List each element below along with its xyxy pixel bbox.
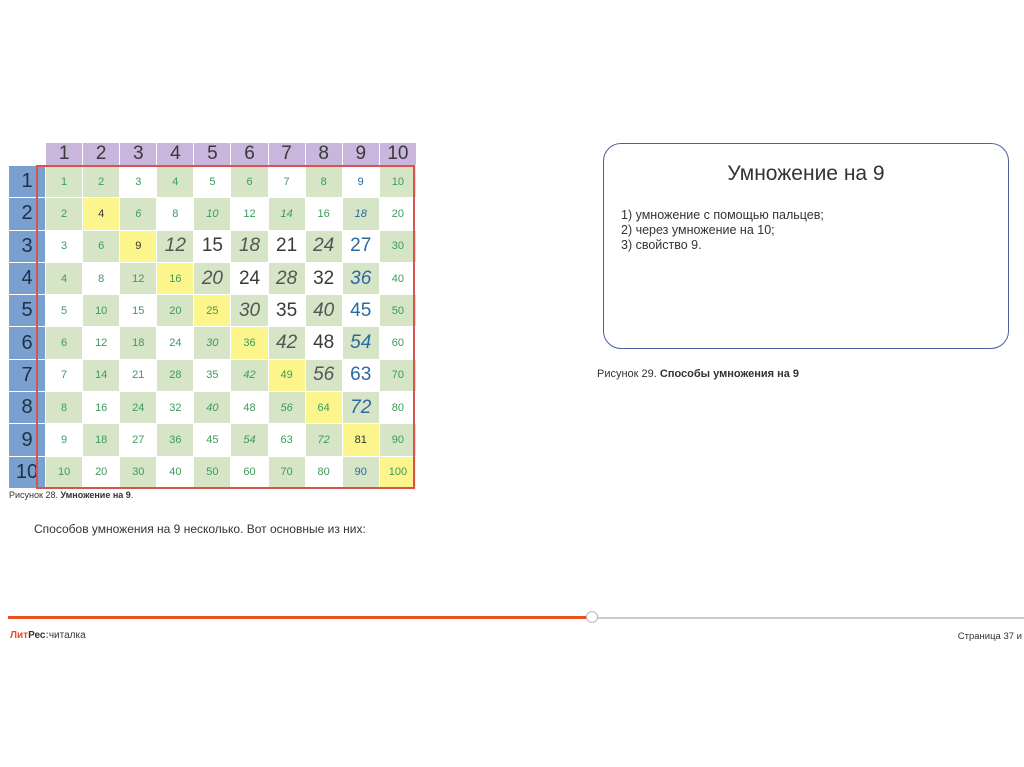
table-cell: 5 xyxy=(46,295,83,327)
table-cell: 90 xyxy=(379,424,416,456)
table-cell: 70 xyxy=(268,456,305,488)
table-row xyxy=(9,198,417,230)
table-cell: 8 xyxy=(46,392,83,424)
table-cell: 20 xyxy=(83,456,120,488)
table-cell: 40 xyxy=(305,295,342,327)
logo-res: Рес xyxy=(28,630,46,641)
table-cell: 12 xyxy=(157,230,194,262)
table-cell: 6 xyxy=(83,230,120,262)
table-cell: 7 xyxy=(46,359,83,391)
table-cell: 35 xyxy=(194,359,231,391)
row-header-7: 7 xyxy=(9,359,46,391)
table-cell: 4 xyxy=(46,262,83,294)
table-cell: 21 xyxy=(120,359,157,391)
table-cell: 42 xyxy=(268,327,305,359)
table-cell: 6 xyxy=(46,327,83,359)
column-header-2: 2 xyxy=(83,143,120,166)
table-cell: 30 xyxy=(194,327,231,359)
column-header-8: 8 xyxy=(305,143,342,166)
row-header-4: 4 xyxy=(9,262,46,294)
table-cell: 50 xyxy=(379,295,416,327)
slide-list-item: 1) умножение с помощью пальцев; xyxy=(621,208,824,222)
table-cell: 24 xyxy=(120,392,157,424)
caption-suffix: . xyxy=(130,490,134,500)
table-cell: 24 xyxy=(231,262,268,294)
table-cell: 12 xyxy=(83,327,120,359)
logo-suffix: читалка xyxy=(48,630,86,641)
table-cell: 36 xyxy=(231,327,268,359)
table-cell: 21 xyxy=(268,230,305,262)
table-cell: 27 xyxy=(342,230,379,262)
table-cell: 50 xyxy=(194,456,231,488)
table-cell: 70 xyxy=(379,359,416,391)
column-header-3: 3 xyxy=(120,143,157,166)
table-cell: 32 xyxy=(157,392,194,424)
reading-progress-fill xyxy=(8,616,592,619)
table-cell: 49 xyxy=(268,359,305,391)
table-body xyxy=(9,166,417,489)
table-cell: 4 xyxy=(83,198,120,230)
table-cell: 14 xyxy=(83,359,120,391)
table-cell: 56 xyxy=(305,359,342,391)
table-cell: 30 xyxy=(120,456,157,488)
table-cell: 54 xyxy=(342,327,379,359)
table-cell: 80 xyxy=(305,456,342,488)
row-header-3: 3 xyxy=(9,230,46,262)
table-cell: 36 xyxy=(342,262,379,294)
table-cell: 9 xyxy=(120,230,157,262)
table-cell: 2 xyxy=(83,166,120,198)
caption-prefix: Рисунок 28. xyxy=(9,490,61,500)
table-row xyxy=(9,392,417,424)
table-cell: 6 xyxy=(120,198,157,230)
table-cell: 28 xyxy=(157,359,194,391)
table-cell: 10 xyxy=(46,456,83,488)
column-header-5: 5 xyxy=(194,143,231,166)
table-cell: 10 xyxy=(194,198,231,230)
table-row xyxy=(9,327,417,359)
slide-list-item: 2) через умножение на 10; xyxy=(621,223,775,237)
table-cell: 7 xyxy=(268,166,305,198)
table-cell: 14 xyxy=(268,198,305,230)
table-cell: 12 xyxy=(120,262,157,294)
table-cell: 25 xyxy=(194,295,231,327)
table-cell: 60 xyxy=(379,327,416,359)
column-header-row xyxy=(9,143,417,166)
table-cell: 28 xyxy=(268,262,305,294)
table-cell: 15 xyxy=(194,230,231,262)
table-cell: 18 xyxy=(120,327,157,359)
table-row xyxy=(9,230,417,262)
table-cell: 40 xyxy=(157,456,194,488)
page-indicator: Страница 37 и xyxy=(957,631,1022,642)
column-header-9: 9 xyxy=(342,143,379,166)
slide-title: Умножение на 9 xyxy=(727,162,885,185)
table-cell: 100 xyxy=(379,456,416,488)
table-cell: 12 xyxy=(231,198,268,230)
table-cell: 42 xyxy=(231,359,268,391)
table-cell: 20 xyxy=(157,295,194,327)
litres-reader-logo[interactable] xyxy=(10,630,86,641)
caption-title: Способы умножения на 9 xyxy=(659,368,800,380)
caption-prefix: Рисунок 29. xyxy=(597,368,660,380)
table-cell: 40 xyxy=(379,262,416,294)
column-header-1: 1 xyxy=(46,143,83,166)
body-paragraph: Способов умножения на 9 несколько. Вот основные из них: xyxy=(34,522,366,536)
table-row xyxy=(9,295,417,327)
slide-list xyxy=(621,208,824,253)
table-cell: 24 xyxy=(305,230,342,262)
table-cell: 64 xyxy=(305,392,342,424)
table-cell: 60 xyxy=(231,456,268,488)
slide-list-item: 3) свойство 9. xyxy=(621,238,702,252)
row-header-10: 10 xyxy=(9,456,46,488)
table-cell: 8 xyxy=(83,262,120,294)
table-cell: 5 xyxy=(194,166,231,198)
table-cell: 9 xyxy=(342,166,379,198)
table-cell: 32 xyxy=(305,262,342,294)
table-cell: 16 xyxy=(157,262,194,294)
table-cell: 30 xyxy=(379,230,416,262)
row-header-2: 2 xyxy=(9,198,46,230)
table-cell: 81 xyxy=(342,424,379,456)
column-header-10: 10 xyxy=(379,143,416,166)
table-cell: 30 xyxy=(231,295,268,327)
table-cell: 24 xyxy=(157,327,194,359)
caption-title: Умножение на 9 xyxy=(60,490,131,500)
table-cell: 56 xyxy=(268,392,305,424)
table-cell: 45 xyxy=(342,295,379,327)
table-cell: 20 xyxy=(379,198,416,230)
table-cell: 18 xyxy=(83,424,120,456)
reading-progress-bar[interactable] xyxy=(8,617,1024,619)
column-header-4: 4 xyxy=(157,143,194,166)
table-cell: 15 xyxy=(120,295,157,327)
table-cell: 1 xyxy=(46,166,83,198)
table-cell: 54 xyxy=(231,424,268,456)
table-corner xyxy=(9,143,46,166)
table-cell: 40 xyxy=(194,392,231,424)
row-header-8: 8 xyxy=(9,392,46,424)
table-cell: 3 xyxy=(120,166,157,198)
logo-colon: : xyxy=(45,630,49,641)
row-header-9: 9 xyxy=(9,424,46,456)
table-cell: 18 xyxy=(342,198,379,230)
table-cell: 48 xyxy=(305,327,342,359)
table-cell: 27 xyxy=(120,424,157,456)
row-header-1: 1 xyxy=(9,166,46,198)
table-cell: 72 xyxy=(305,424,342,456)
table-row xyxy=(9,262,417,294)
table-cell: 35 xyxy=(268,295,305,327)
slide-figure xyxy=(603,143,1009,349)
table-cell: 36 xyxy=(157,424,194,456)
table-cell: 8 xyxy=(157,198,194,230)
table-cell: 48 xyxy=(231,392,268,424)
figure-29-caption xyxy=(597,368,799,380)
table-cell: 72 xyxy=(342,392,379,424)
table-cell: 10 xyxy=(83,295,120,327)
table-row xyxy=(9,166,417,198)
multiplication-table xyxy=(8,142,417,489)
table-cell: 6 xyxy=(231,166,268,198)
column-header-6: 6 xyxy=(231,143,268,166)
figure-28-caption xyxy=(9,490,133,500)
progress-slider-handle[interactable] xyxy=(586,611,598,623)
row-header-6: 6 xyxy=(9,327,46,359)
row-header-5: 5 xyxy=(9,295,46,327)
table-cell: 16 xyxy=(305,198,342,230)
table-cell: 9 xyxy=(46,424,83,456)
table-cell: 63 xyxy=(268,424,305,456)
multiplication-table-figure xyxy=(8,142,417,489)
table-cell: 90 xyxy=(342,456,379,488)
table-cell: 18 xyxy=(231,230,268,262)
table-row xyxy=(9,359,417,391)
table-row xyxy=(9,456,417,488)
table-cell: 4 xyxy=(157,166,194,198)
column-header-7: 7 xyxy=(268,143,305,166)
table-row xyxy=(9,424,417,456)
table-cell: 8 xyxy=(305,166,342,198)
table-cell: 20 xyxy=(194,262,231,294)
table-cell: 16 xyxy=(83,392,120,424)
table-cell: 10 xyxy=(379,166,416,198)
table-cell: 80 xyxy=(379,392,416,424)
table-cell: 3 xyxy=(46,230,83,262)
table-cell: 63 xyxy=(342,359,379,391)
table-cell: 45 xyxy=(194,424,231,456)
table-cell: 2 xyxy=(46,198,83,230)
logo-lit: Лит xyxy=(10,630,29,641)
